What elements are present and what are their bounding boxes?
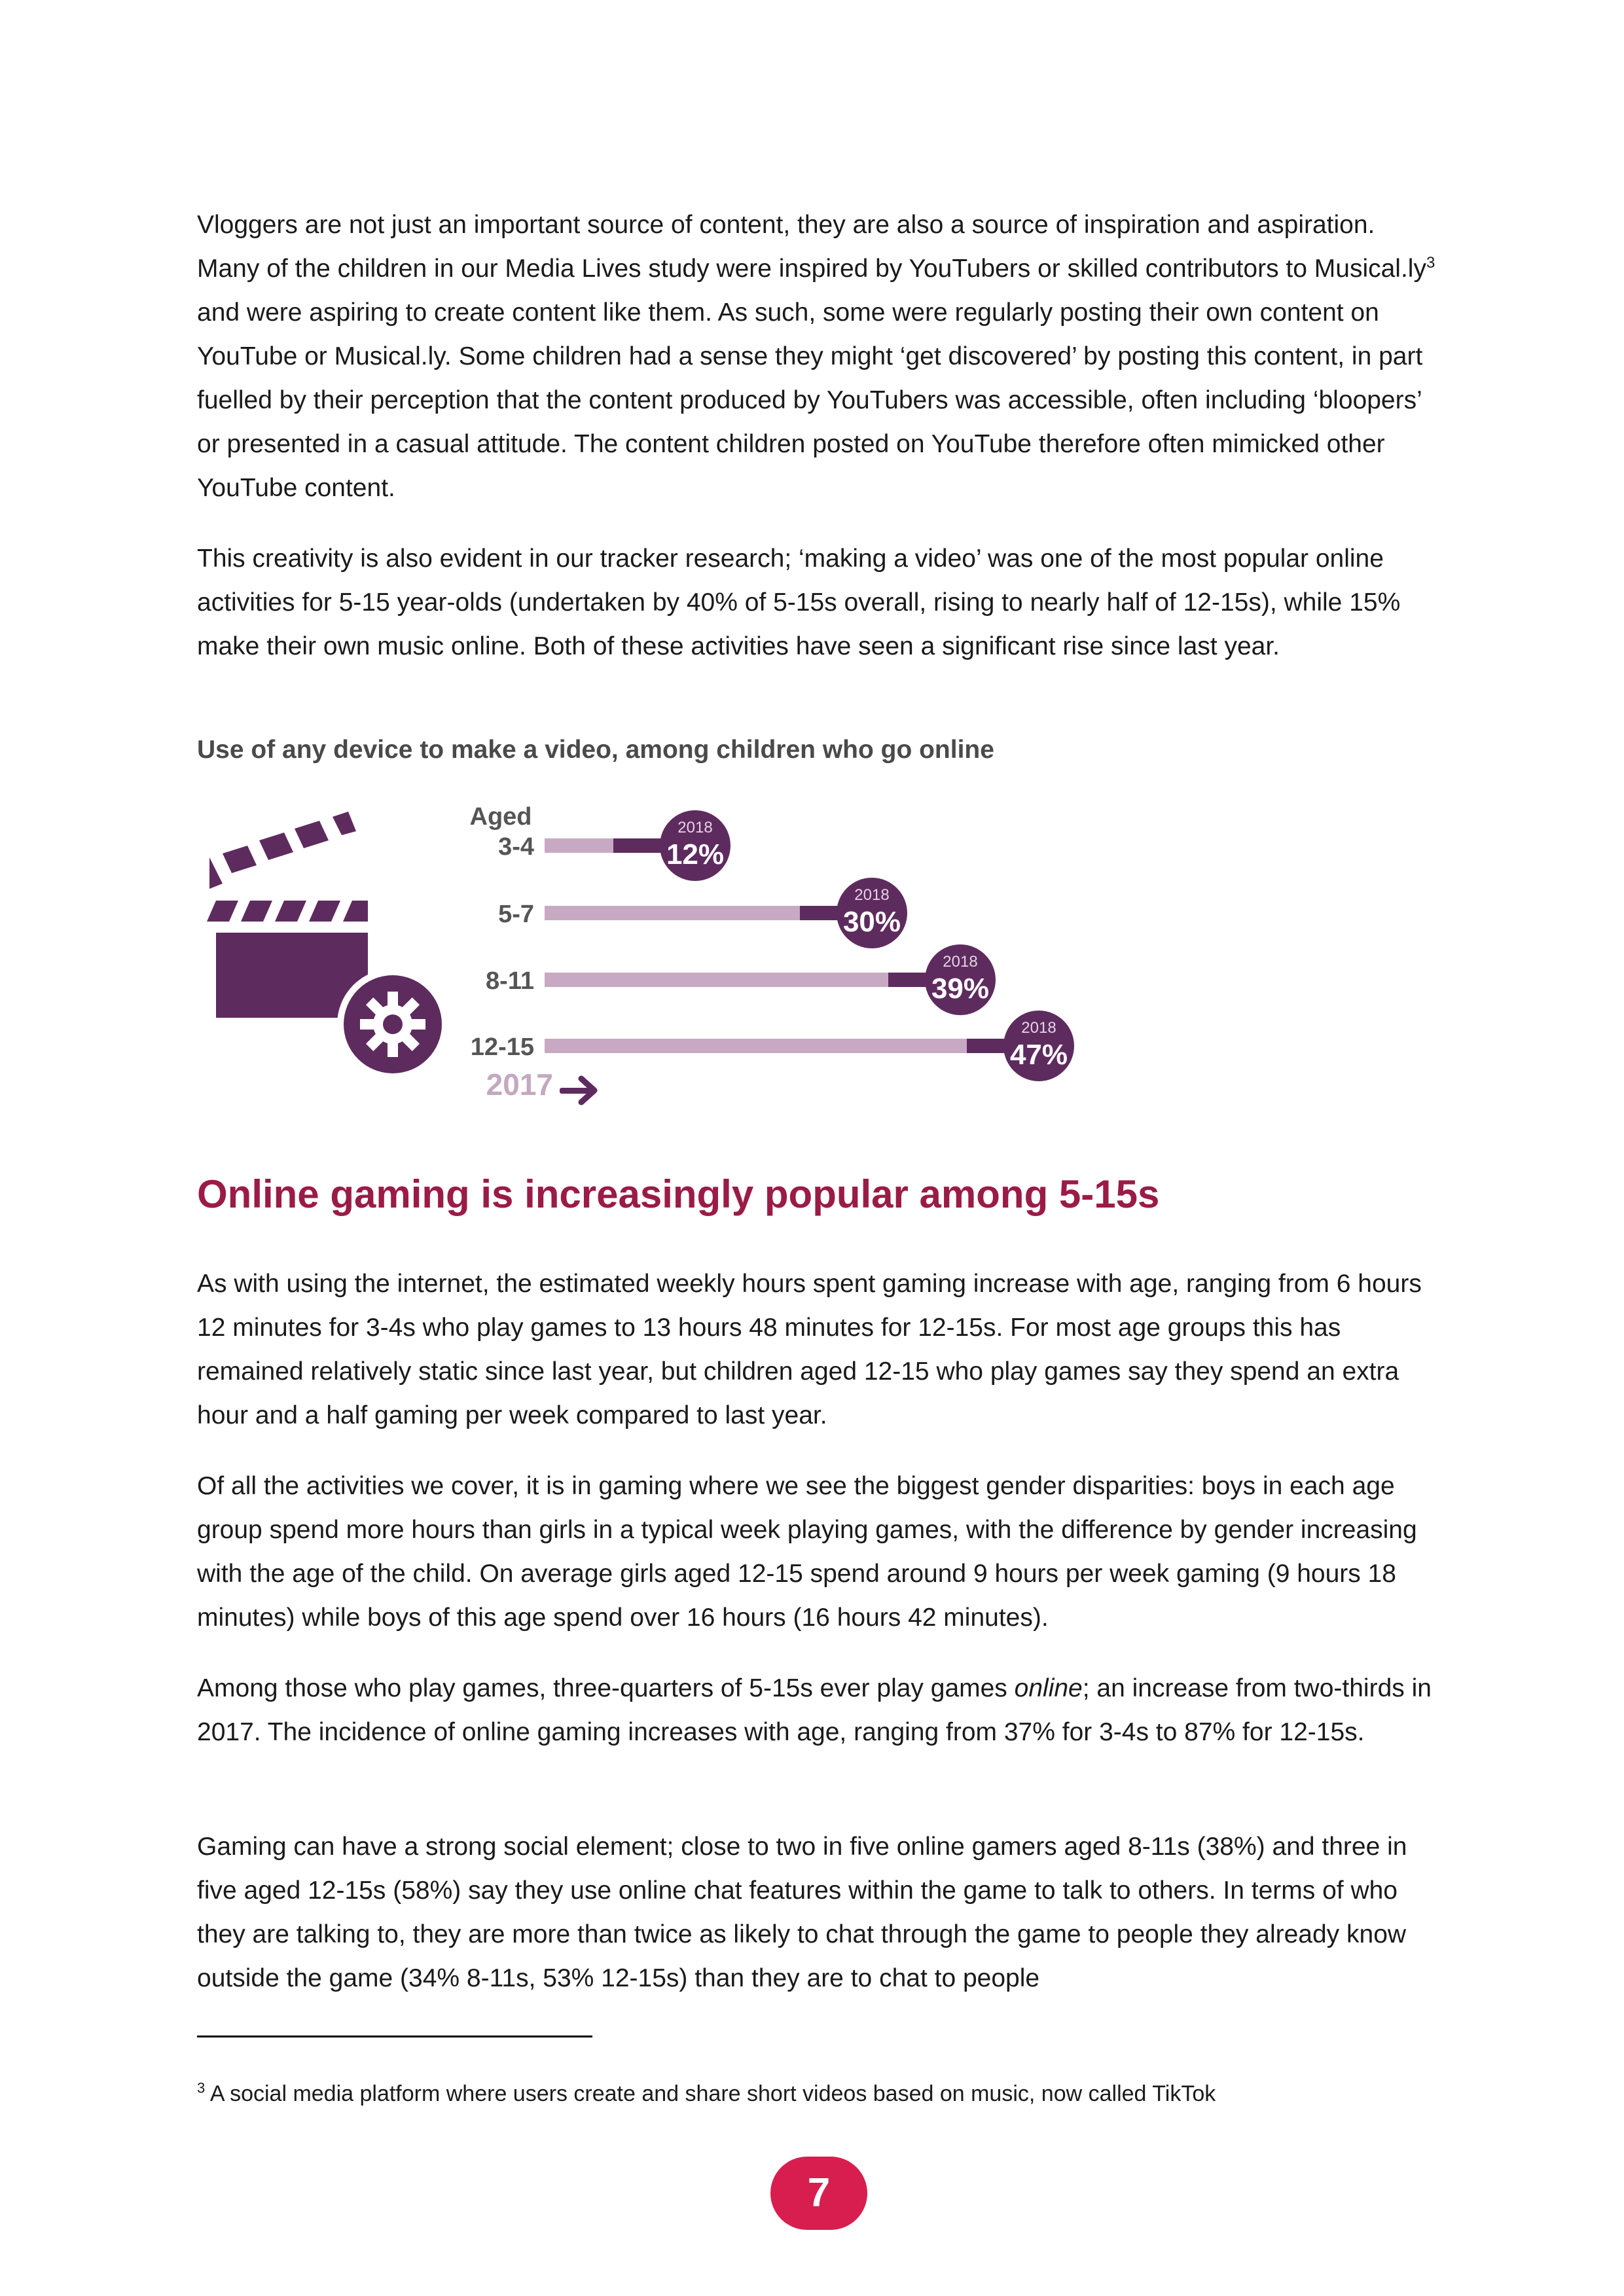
bar-2017-12-15 — [545, 1039, 967, 1053]
bubble-year-12-15: 2018 — [1021, 1019, 1056, 1037]
aged-header-label: Aged — [469, 803, 532, 831]
bar-2018-increase-3-4 — [613, 838, 662, 853]
age-label-12-15: 12-15 — [470, 1033, 534, 1061]
bar-2017-8-11 — [545, 973, 888, 987]
paragraph-creativity: This creativity is also evident in our tracker research; ‘making a video’ was one of the most popular online activities for 5-15 year-olds (undertaken by 40% of 5-15s overall, rising to nearly half of 12-15s), while 15% make their own music online. Both of these activities have seen a significant rise since last year. — [197, 545, 1401, 660]
bubble-year-5-7: 2018 — [854, 886, 890, 904]
bar-2018-increase-12-15 — [967, 1039, 1006, 1053]
paragraph-social: Gaming can have a strong social element; close to two in five online gamers aged 8-11s (38%) and three in five aged 12-15s (58%) say they use online chat features within the game to talk to others. In terms of who they are talking to, they are more than twice as likely to chat through the game to people they already know outside the game (34% 8-11s, 53% 12-15s) than they are to chat to people — [197, 1833, 1407, 1992]
age-label-5-7: 5-7 — [498, 901, 534, 928]
bubble-year-8-11: 2018 — [943, 953, 978, 971]
paragraph-vloggers: Vloggers are not just an important source of content, they are also a source of inspiration and aspiration. Many of the children in our Media Lives study were inspired by YouTubers or skilled contributors to $Musical.ly^3$ and were aspiring to create content like them. As such, some were regularly posting their own content on YouTube or Musical.ly. Some children had a sense they might ‘get discovered’ by posting this content, in part fuelled by their perception that the content produced by YouTubers was accessible, often including ‘bloopers’ or presented in a casual attitude. The content children posted on YouTube therefore often mimicked other YouTube content. — [197, 211, 1435, 502]
chart-svg — [196, 792, 1068, 1119]
age-label-3-4: 3-4 — [498, 833, 534, 861]
paragraph-gender: Of all the activities we cover, it is in gaming where we see the biggest gender disparities: boys in each age group spend more hours than girls in a typical week playing games, with the difference by gender increasing with the age of the child. On average girls aged 12-15 spend around 9 hours per week gaming (9 hours 18 minutes) while boys of this age spend over 16 hours (16 hours 42 minutes). — [197, 1472, 1417, 1632]
chart-caption: Use of any device to make a video, among children who go online — [197, 736, 994, 764]
bubble-value-12-15: 47% — [1009, 1039, 1068, 1071]
paragraph-gaming-hours: As with using the internet, the estimated weekly hours spent gaming increase with age, ranging from 6 hours 12 minutes for 3-4s who play games to 13 hours 48 minutes for 12-15s. For most age groups this has remained relatively static since last year, but children aged 12-15 who play games say they spend an extra hour and a half gaming per week compared to last year. — [197, 1270, 1422, 1429]
bar-2018-increase-5-7 — [800, 906, 839, 920]
page-number: 7 — [770, 2157, 867, 2230]
bar-2017-5-7 — [545, 906, 800, 920]
bar-2018-increase-8-11 — [888, 973, 928, 987]
bubble-year-3-4: 2018 — [677, 819, 713, 836]
legend-2017-label: 2017 — [486, 1067, 553, 1102]
bubble-value-8-11: 39% — [931, 973, 990, 1005]
bar-2017-3-4 — [545, 838, 613, 853]
age-label-8-11: 8-11 — [486, 967, 534, 995]
bubble-value-5-7: 30% — [842, 906, 901, 938]
footnote-reference[interactable]: 3 — [1426, 254, 1435, 272]
section-heading: Online gaming is increasingly popular among 5-15s — [197, 1172, 1160, 1216]
arrow-right-icon — [560, 1079, 594, 1102]
footnote: $^3$ A social media platform where users create and share short videos based on music, now called TikTok — [197, 2079, 1216, 2106]
clapperboard-icon — [207, 812, 448, 1080]
bubble-value-3-4: 12% — [666, 838, 725, 870]
video-making-infographic — [196, 792, 1068, 1119]
gear-icon — [360, 992, 425, 1057]
footnote-divider — [197, 2036, 592, 2037]
paragraph-online-gaming: Among those who play games, three-quarters of 5-15s ever play games online; an increase from two-thirds in 2017. The incidence of online gaming increases with age, ranging from 37% for 3-4s to 87% for 12-15s. — [197, 1674, 1432, 1746]
